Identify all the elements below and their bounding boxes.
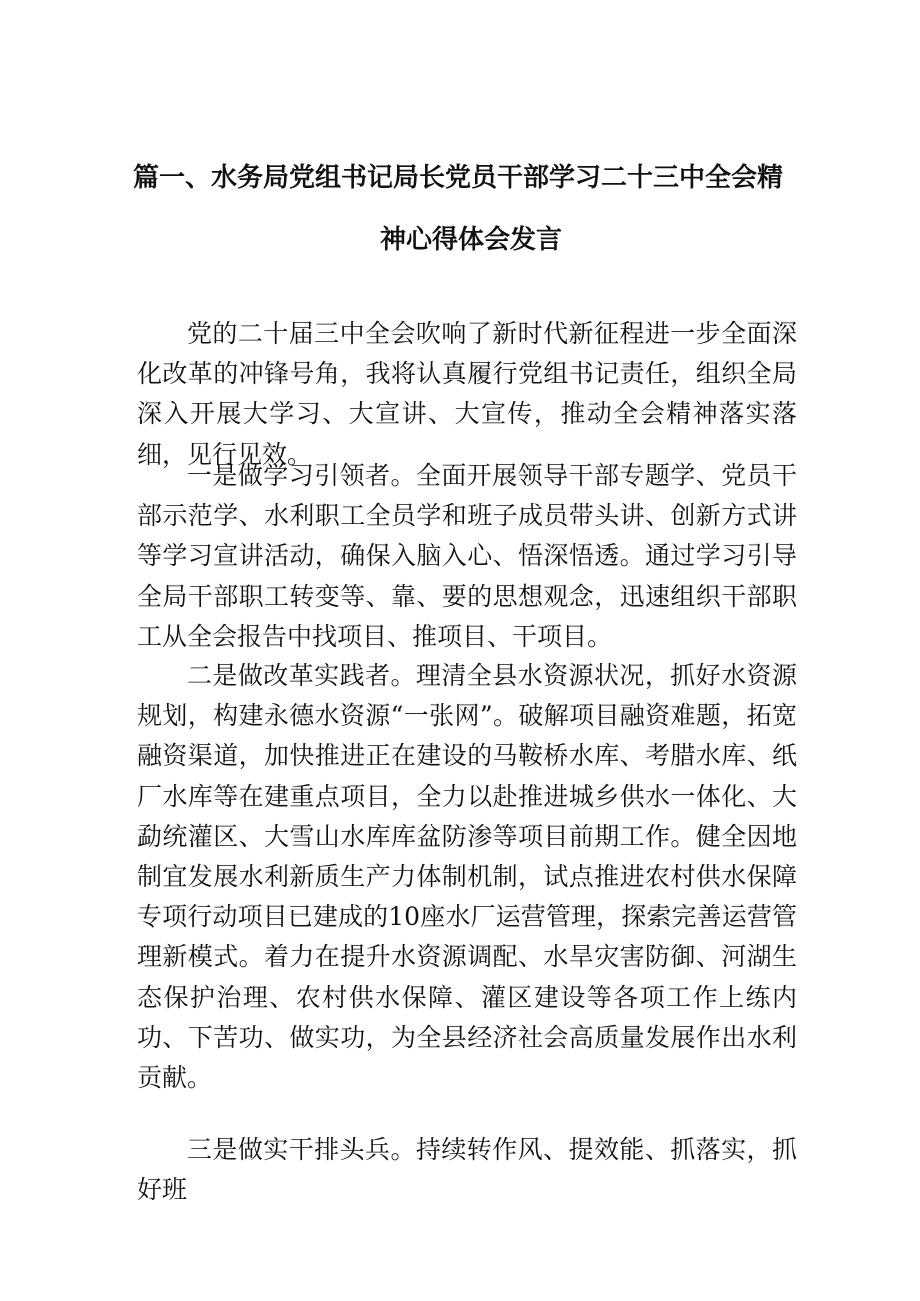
paragraph-hard-working-pioneer: 三是做实干排头兵。持续转作风、提效能、抓落实，抓好班 — [137, 1135, 797, 1205]
document-title-line-2: 神心得体会发言 — [380, 225, 563, 255]
paragraph-reform-practitioner: 二是做改革实践者。理清全县水资源状况，抓好水资源规划，构建永德水资源“一张网”。破解项目融资难题，拓宽融资渠道，加快推进正在建设的马鞍桥水库、考腊水库、纸厂水库等在建重点项目，全力以赴推进城乡供水一体化、大勐统灌区、大雪山水库库盆防渗等项目前期工作。健全因地制宜发展水利新质生产力体制机制，试点推进农村供水保障专项行动项目已建成的10座水厂运营管理，探索完善运营管理新模式。着力在提升水资源调配、水旱灾害防御、河湖生态保护治理、农村供水保障、灌区建设等各项工作上练内功、下苦功、做实功，为全县经济社会高质量发展作出水利贡献。 — [137, 661, 797, 1093]
paragraph-study-leader: 一是做学习引领者。全面开展领导干部专题学、党员干部示范学、水利职工全员学和班子成员带头讲、创新方式讲等学习宣讲活动，确保入脑入心、悟深悟透。通过学习引导全局干部职工转变等、靠、要的思想观念，迅速组织干部职工从全会报告中找项目、推项目、干项目。 — [137, 461, 797, 651]
paragraph-intro: 党的二十届三中全会吹响了新时代新征程进一步全面深化改革的冲锋号角，我将认真履行党组书记责任，组织全局深入开展大学习、大宣讲、大宣传，推动全会精神落实落细，见行见效。 — [137, 319, 797, 469]
document-title-line-1: 篇一、水务局党组书记局长党员干部学习二十三中全会精 — [133, 163, 784, 193]
